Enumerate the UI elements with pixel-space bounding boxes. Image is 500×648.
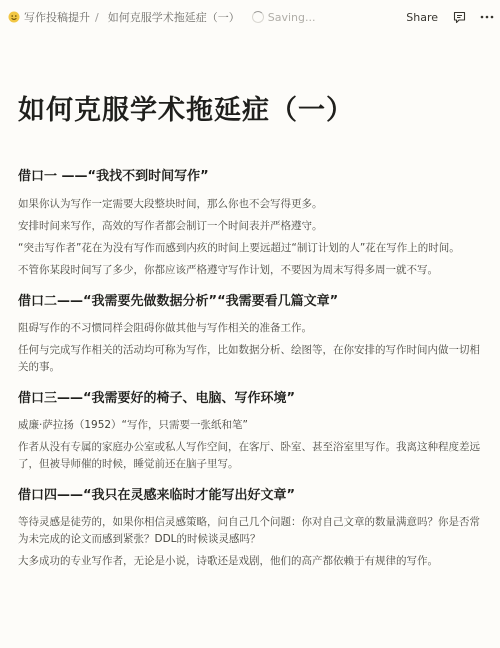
paragraph: 大多成功的专业写作者，无论是小说，诗歌还是戏剧，他们的高产都依赖于有规律的写作。	[18, 555, 438, 567]
page-title: 如何克服学术拖延症（一）	[18, 95, 354, 126]
paragraph: 作者从没有专属的家庭办公室或私人写作空间，在客厅、卧室、甚至浴室里写作。我离这种程度差远了，但被导师催的时候，睡觉前还在脑子里写。	[18, 441, 480, 470]
more-icon[interactable]	[480, 10, 494, 24]
paragraph: 威廉·萨拉扬（1952）“写作，只需要一张纸和笔”	[18, 419, 248, 431]
section-excuse-4	[18, 487, 488, 570]
page-emoji-icon[interactable]	[8, 11, 20, 23]
paragraph: 任何与完成写作相关的活动均可称为写作，比如数据分析、绘图等，在你安排的写作时间内做一切相关的事。	[18, 344, 480, 373]
paragraph: 不管你某段时间写了多少，你都应该严格遵守写作计划，不要因为周末写得多周一就不写。	[18, 264, 438, 276]
paragraph: 阻碍写作的不习惯同样会阻碍你做其他与写作相关的准备工作。	[18, 322, 312, 334]
section-excuse-1	[18, 168, 488, 279]
save-status: Saving...	[267, 10, 316, 24]
paragraph: 等待灵感是徒劳的，如果你相信灵感策略，问自己几个问题：你对自己文章的数量满意吗？你是否常为未完成的论文而感到紧张？DDL的时候谈灵感吗？	[18, 516, 480, 545]
paragraph: “突击写作者”花在为没有写作而感到内疚的时间上要远超过“制订计划的人”花在写作上的时间。	[18, 242, 460, 254]
section-heading: 借口二——“我需要先做数据分析”“我需要看几篇文章”	[18, 294, 339, 309]
paragraph: 安排时间来写作，高效的写作者都会制订一个时间表并严格遵守。	[18, 220, 323, 232]
section-heading: 借口三——“我需要好的椅子、电脑、写作环境”	[18, 391, 296, 406]
page-content	[18, 168, 488, 580]
breadcrumb-separator: /	[95, 10, 99, 24]
section-excuse-2	[18, 293, 488, 376]
loading-spinner-icon	[252, 11, 264, 23]
paragraph: 如果你认为写作一定需要大段整块时间，那么你也不会写得更多。	[18, 198, 323, 210]
section-heading: 借口四——“我只在灵感来临时才能写出好文章”	[18, 488, 296, 503]
breadcrumb-parent[interactable]: 写作投稿提升	[24, 11, 90, 24]
comment-icon[interactable]	[452, 10, 466, 24]
section-excuse-3	[18, 390, 488, 473]
top-bar	[0, 0, 500, 34]
share-button[interactable]: Share	[406, 10, 438, 24]
section-heading: 借口一 ——“我找不到时间写作”	[18, 169, 209, 184]
breadcrumb-current[interactable]: 如何克服学术拖延症（一）	[107, 11, 240, 24]
toolbar-right	[406, 0, 494, 34]
